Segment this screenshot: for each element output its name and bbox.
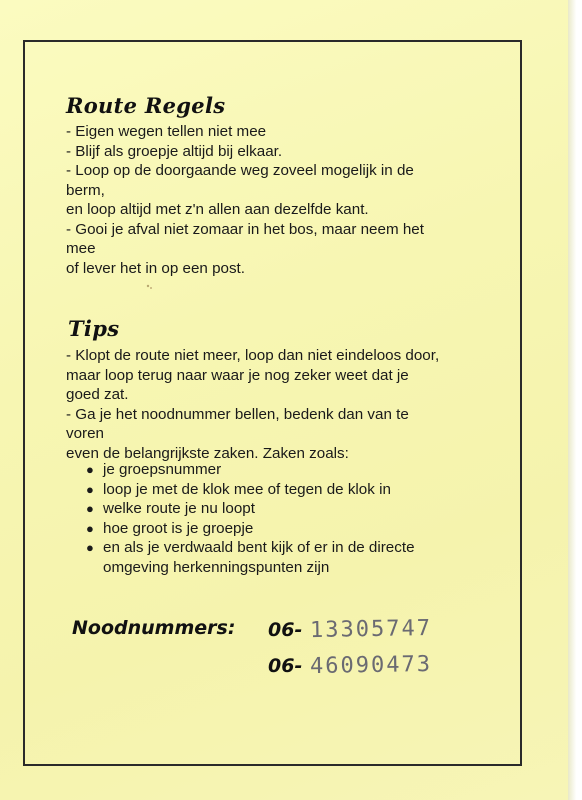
tip-line: - Ga je het noodnummer bellen, bedenk dan van te [66, 405, 409, 423]
tip-line: - Klopt de route niet meer, loop dan niet eindeloos door, [66, 347, 440, 364]
bullet-icon: ● [86, 520, 94, 536]
route-rule-line: berm, [66, 181, 105, 199]
phone-prefix: 06- [268, 619, 303, 641]
list-item [86, 499, 506, 519]
route-rules-heading: Route Regels [66, 93, 226, 118]
emergency-numbers-label: Noodnummers: [72, 617, 236, 639]
bullet-icon: ● [86, 540, 94, 555]
route-rule-line: en loop altijd met z'n allen aan dezelfde kant. [66, 201, 369, 218]
handwritten-number: 13305747 [310, 615, 433, 644]
tips-heading: Tips [68, 316, 120, 341]
phone-number-1 [268, 617, 432, 642]
tips-bullet-list [86, 460, 506, 577]
phone-prefix: 06- [268, 655, 303, 677]
bullet-icon: ● [86, 501, 94, 516]
scan-edge [568, 0, 582, 800]
bullet-text: hoe groot is je groepje [103, 519, 254, 537]
bullet-text: en als je verdwaald bent kijk of er in de directe [103, 539, 415, 556]
bullet-text: welke route je nu loopt [103, 500, 255, 517]
route-rule-line: - Eigen wegen tellen niet mee [66, 123, 267, 140]
tips-text [66, 346, 496, 463]
route-rule-line: mee [66, 240, 96, 257]
bullet-icon: ● [86, 481, 94, 497]
tip-line: even de belangrijkste zaken. Zaken zoals: [66, 444, 349, 462]
handwritten-number: 46090473 [310, 651, 433, 680]
list-item [86, 538, 506, 577]
bullet-text: je groepsnummer [103, 461, 222, 478]
phone-number-2 [268, 653, 432, 678]
list-item [86, 480, 506, 500]
list-item [86, 460, 506, 480]
bullet-icon: ● [86, 462, 94, 477]
route-rule-line: - Blijf als groepje altijd bij elkaar. [66, 142, 283, 160]
route-rules-text [66, 122, 496, 278]
route-rule-line: of lever het in op een post. [66, 259, 245, 277]
bullet-text: omgeving herkenningspunten zijn [103, 558, 330, 576]
tip-line: voren [66, 425, 104, 442]
tip-line: maar loop terug naar waar je nog zeker weet dat je [66, 366, 409, 384]
list-item [86, 519, 506, 539]
route-rule-line: - Loop op de doorgaande weg zoveel mogelijk in de [66, 162, 414, 179]
bullet-text: loop je met de klok mee of tegen de klok in [103, 480, 391, 498]
tip-line: goed zat. [66, 386, 129, 403]
paper-speck [145, 283, 155, 291]
route-rule-line: - Gooi je afval niet zomaar in het bos, maar neem het [66, 220, 424, 238]
